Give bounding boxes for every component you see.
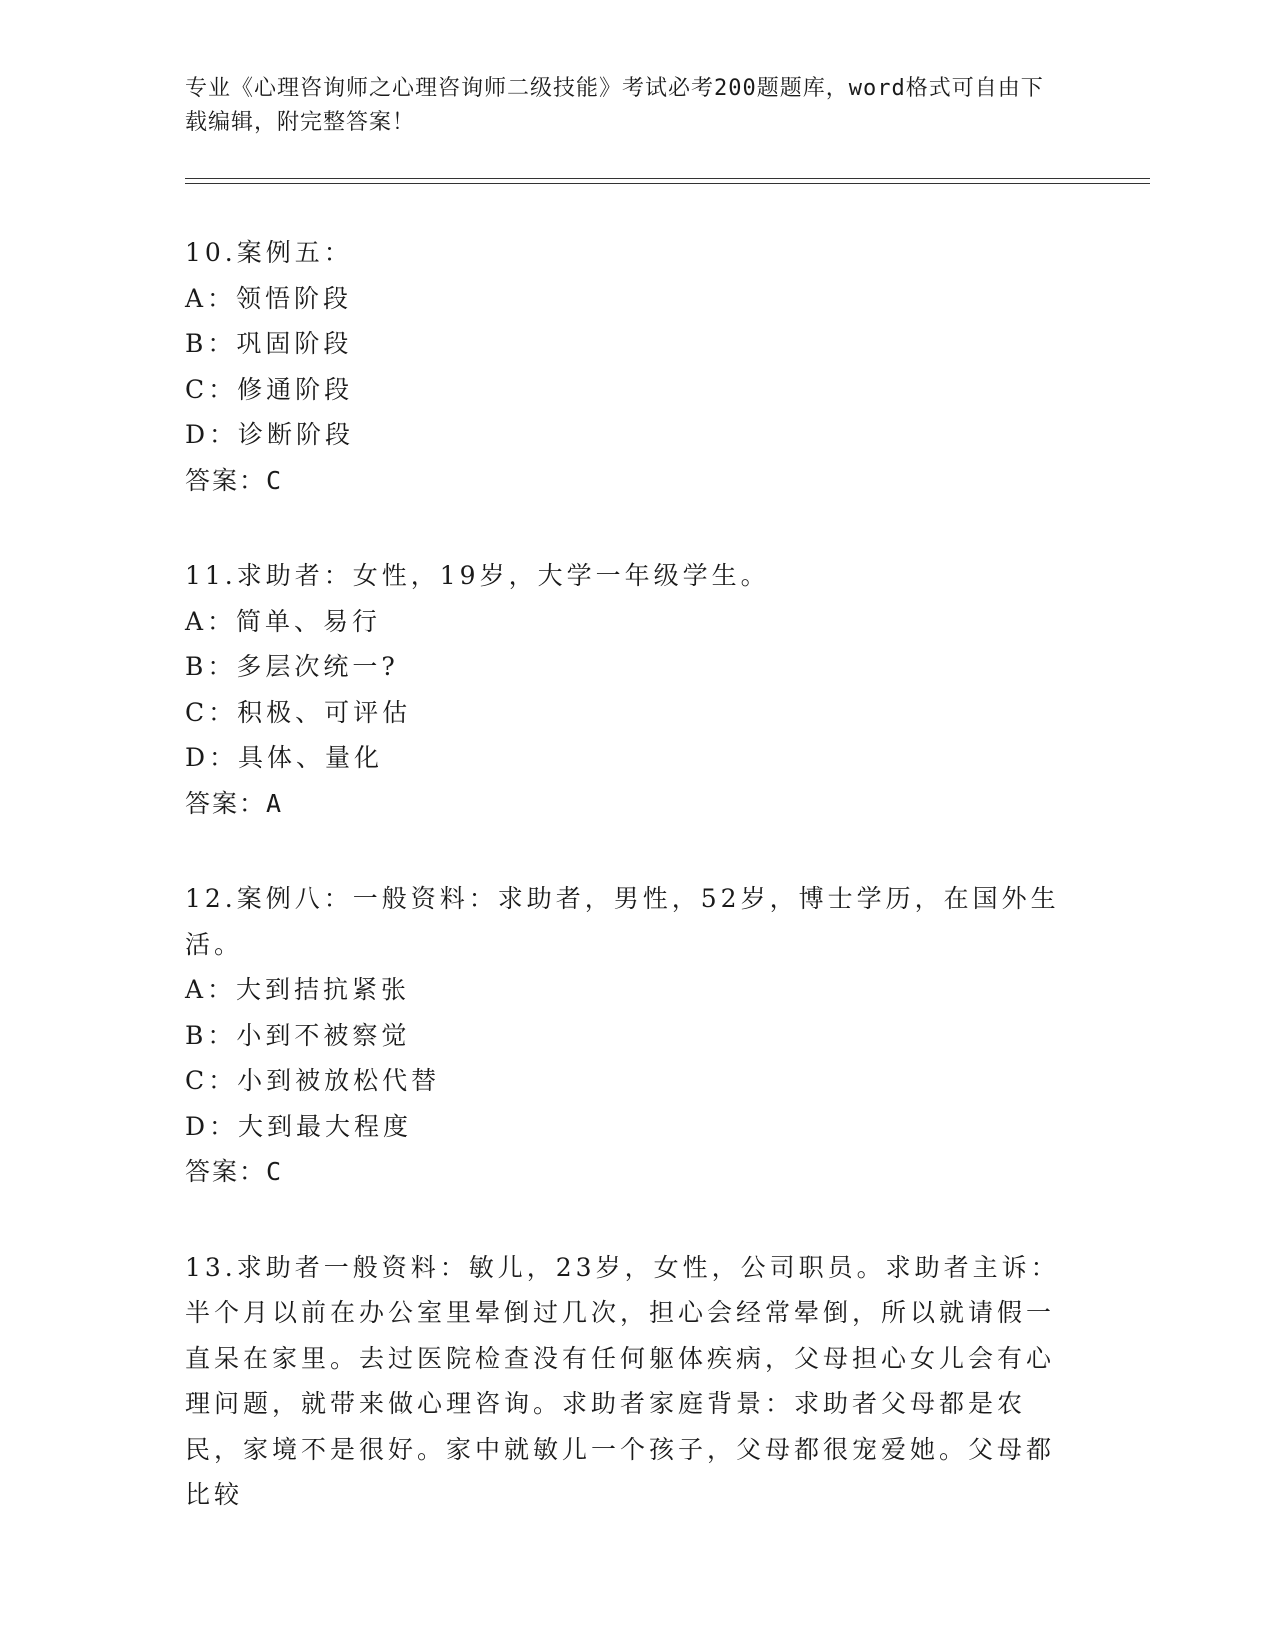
- question-stem: 13.求助者一般资料：敏儿，23岁，女性，公司职员。求助者主诉：半个月以前在办公室里晕倒过几次，担心会经常晕倒，所以就请假一直呆在家里。去过医院检查没有任何躯体疾病，父母担心女儿会有心理问题，就带来做心理咨询。求助者家庭背景：求助者父母都是农民，家境不是很好。家中就敏儿一个孩子，父母都很宠爱她。父母都比较: [185, 1252, 1060, 1509]
- question-list: [185, 230, 1085, 1568]
- option-b: B：小到不被察觉: [185, 1020, 411, 1050]
- question-11: [185, 553, 1085, 826]
- option-a: A：领悟阶段: [185, 283, 353, 313]
- question-12: [185, 876, 1085, 1195]
- option-b: B：巩固阶段: [185, 329, 353, 358]
- option-c: C：小到被放松代替: [185, 1066, 441, 1095]
- option-c: C：修通阶段: [185, 374, 354, 404]
- answer-line: 答案：C: [185, 1157, 284, 1186]
- option-a: A：简单、易行: [185, 606, 382, 636]
- header-divider-bottom: [185, 183, 1150, 184]
- option-d: D：诊断阶段: [185, 420, 355, 449]
- question-stem: 10.案例五：: [185, 238, 353, 267]
- option-a: A：大到拮抗紧张: [185, 975, 411, 1004]
- document-header: 专业《心理咨询师之心理咨询师二级技能》考试必考200题题库，word格式可自由下载编辑，附完整答案！: [185, 76, 1044, 135]
- option-c: C：积极、可评估: [185, 697, 412, 727]
- option-b: B：多层次统一?: [185, 652, 399, 681]
- question-stem: 11.求助者：女性，19岁，大学一年级学生。: [185, 561, 770, 590]
- question-13: [185, 1245, 1085, 1518]
- answer-line: 答案：A: [185, 788, 284, 818]
- answer-line: 答案：C: [185, 465, 284, 495]
- option-d: D：大到最大程度: [185, 1111, 413, 1141]
- header-divider-top: [185, 178, 1150, 179]
- question-stem: 12.案例八：一般资料：求助者，男性，52岁，博士学历，在国外生活。: [185, 884, 1060, 959]
- option-d: D：具体、量化: [185, 743, 384, 772]
- question-10: [185, 230, 1085, 503]
